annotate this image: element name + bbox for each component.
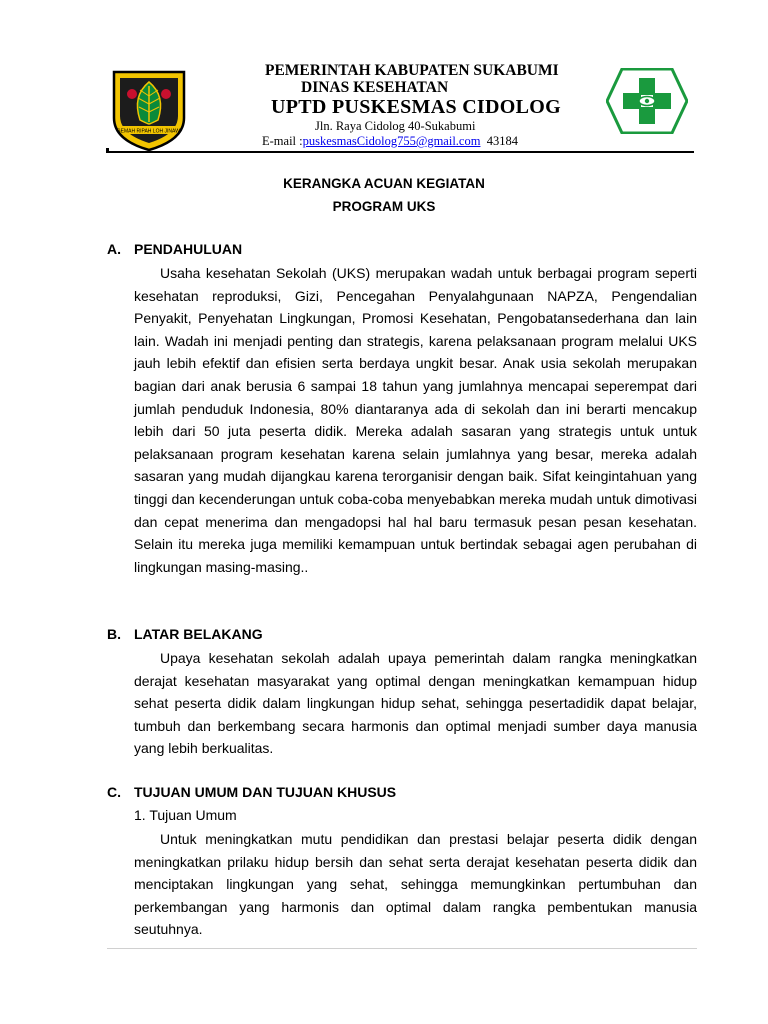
pendahuluan-paragraph: Usaha kesehatan Sekolah (UKS) merupakan wadah untuk berbagai program seperti kesehatan reproduksi, Gizi, Pencegahan Penyalahgunaan NAPZA, Pengendalian Penyakit, Penyehatan Lingkungan, Promosi Kesehatan, Pengobatansederhana dan lain lain. Wadah ini menjadi penting dan strategis, karena pelaksanaan program melalui UKS jauh lebih efektif dan efisien serta berdaya ungkit besar. Anak usia sekolah merupakan bagian dari anak berusia 6 sampai 18 tahun yang jumlahnya mencapai seperempat dari jumlah penduduk Indonesia, 80% diantaranya ada di sekolah dan ini berarti mencakup lebih dari 50 juta peserta didik. Mereka adalah sasaran yang strategis untuk untuk pelaksanaan program kesehatan karena selain jumlahnya yang besar, mereka adalah sasaran yang mudah dijangkau karena terorganisir dengan baik. Sifat keingintahuan yang tinggi dan kecenderungan untuk coba-coba menyebabkan mereka mudah untuk dimotivasi dan cepat menerima dan mengadopsi hal hal baru termasuk pesan pesan kesehatan. Selain itu mereka juga memiliki kemampuan untuk bertindak sebagai agen perubahan di lingkungan masing-masing.. [134,265,697,575]
kop-contact [262,134,518,149]
section-letter: B. [107,626,121,642]
puskesmas-logo [606,68,688,134]
email-link[interactable]: puskesmasCidolog755@gmail.com [302,134,481,148]
kop-department-name: DINAS KESEHATAN [301,79,449,96]
section-title: PENDAHULUAN [134,241,243,257]
section-letter: A. [107,241,121,257]
email-label: E-mail : [262,134,303,148]
tujuan-umum-paragraph: Untuk meningkatkan mutu pendidikan dan prestasi belajar peserta didik dengan meningkatkan prilaku hidup bersih dan sehat serta derajat kesehatan peserta didik dan menciptakan lingkungan yang sehat, sehingga memungkinkan pertumbuhan dan perkembangan yang harmonis dan optimal dalam rangka pembentukan manusia seutuhnya. [134,831,697,938]
kop-address: Jln. Raya Cidolog 40-Sukabumi [315,119,476,133]
section-heading-tujuan [107,784,396,800]
kabupaten-sukabumi-logo [110,68,188,152]
logo-motto: GEMAH RIPAH LOH JINAWI [116,128,182,135]
section-title: LATAR BELAKANG [134,626,263,642]
postal-code: 43184 [486,134,518,148]
latar-belakang-paragraph: Upaya kesehatan sekolah adalah upaya pemerintah dalam rangka meningkatkan derajat kesehatan masyarakat yang optimal dengan meningkatkan kemampuan hidup sehat peserta didik dalam lingkungan hidup sehat, sehingga pesertadidik dapat belajar, tumbuh dan berkembang secara harmonis dan optimal menjadi sumber daya manusia yang lebih berkualitas. [134,650,697,757]
page-bottom-divider [107,948,697,949]
section-heading-latar-belakang [107,626,263,642]
document-title: KERANGKA ACUAN KEGIATAN [283,176,485,191]
kop-government-name: PEMERINTAH KABUPATEN SUKABUMI [265,62,559,79]
kop-divider [106,151,694,153]
section-title: TUJUAN UMUM DAN TUJUAN KHUSUS [134,784,397,800]
section-letter: C. [107,784,121,800]
kop-institution-name: UPTD PUSKESMAS CIDOLOG [271,96,561,118]
subheading-tujuan-umum: 1. Tujuan Umum [134,807,237,823]
section-heading-pendahuluan [107,241,242,257]
document-subtitle: PROGRAM UKS [332,199,436,214]
